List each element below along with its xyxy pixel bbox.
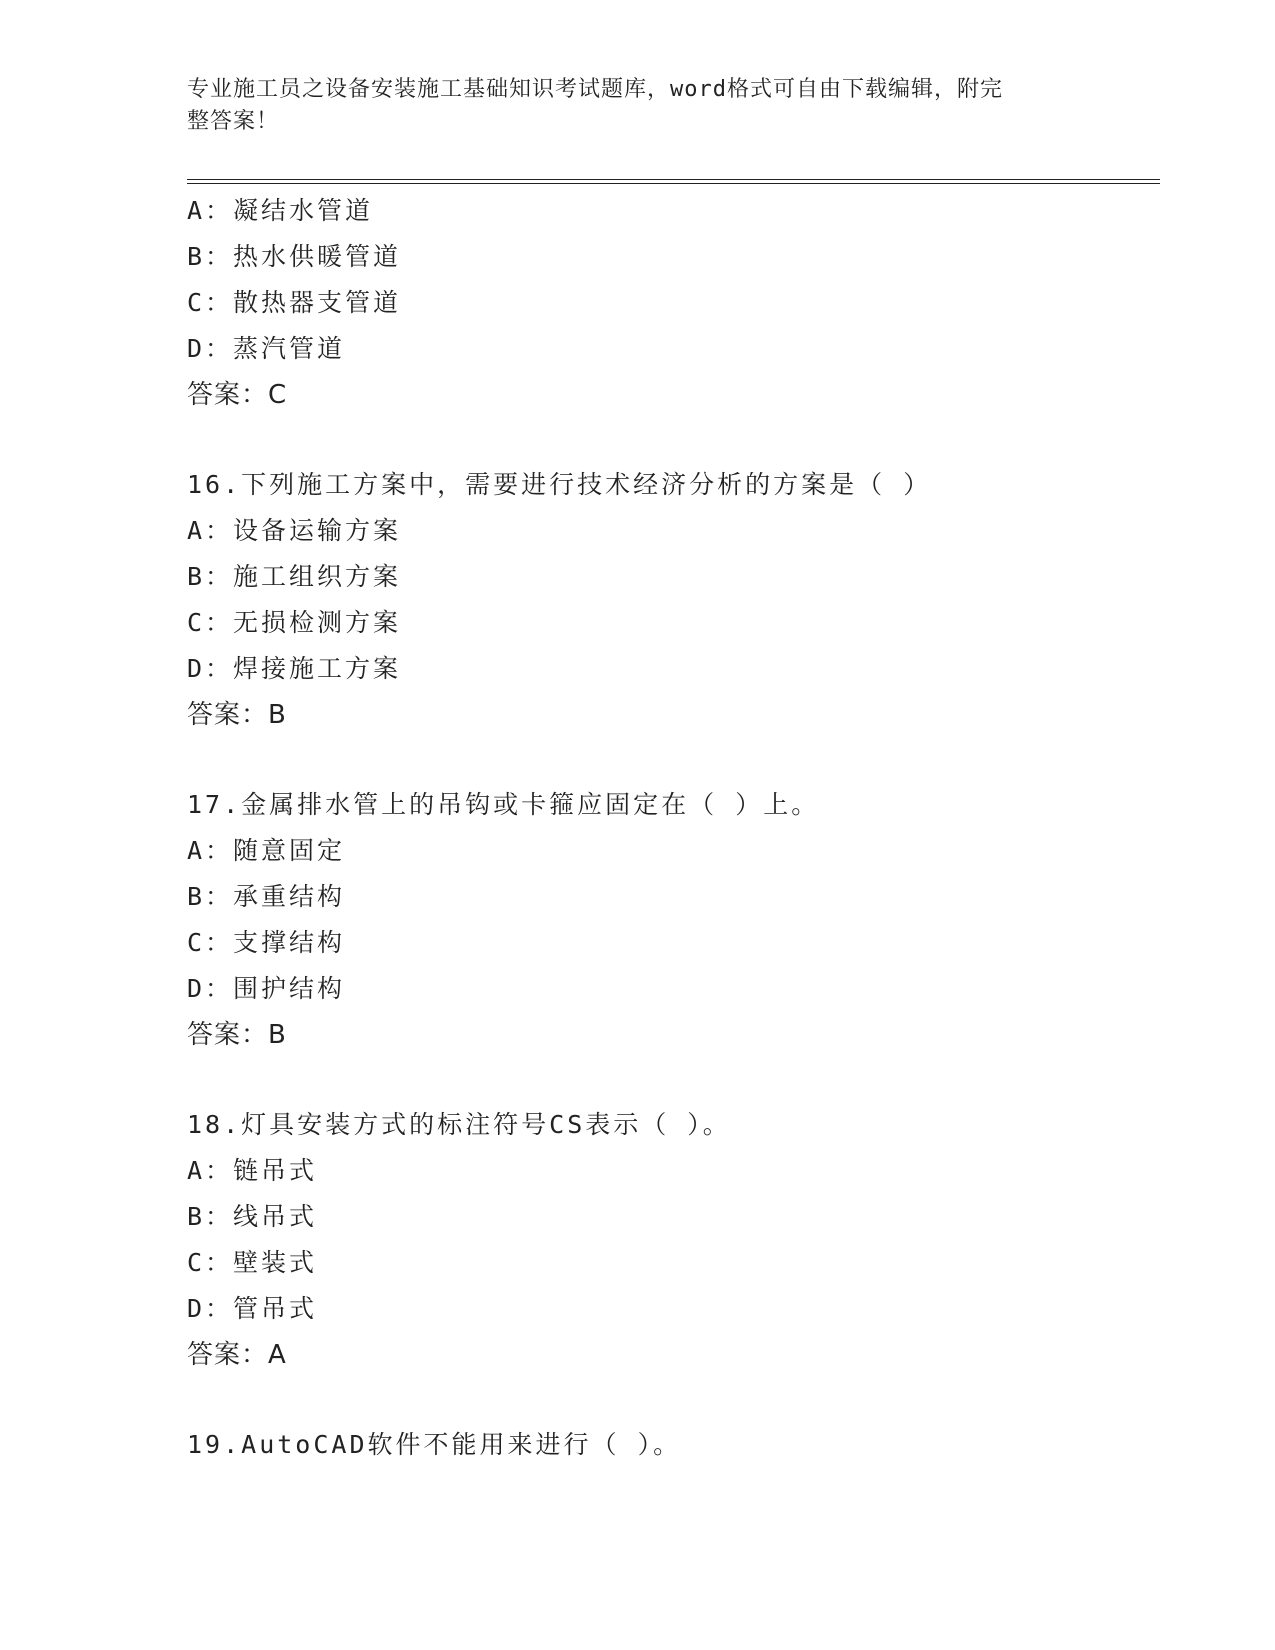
- option-c: C：壁装式: [187, 1248, 318, 1277]
- option-d: D：蒸汽管道: [187, 334, 346, 363]
- answer: 答案：B: [187, 1020, 287, 1050]
- answer: 答案：A: [187, 1340, 287, 1370]
- option-b: B：承重结构: [187, 882, 346, 911]
- spacer: [187, 738, 1167, 782]
- question-list: [187, 188, 1167, 1468]
- option-a: A：链吊式: [187, 1156, 318, 1185]
- question-text: 16.下列施工方案中，需要进行技术经济分析的方案是（ ）: [187, 470, 932, 499]
- question-text: 18.灯具安装方式的标注符号CS表示（ ）。: [187, 1110, 731, 1139]
- question-19: [187, 1422, 1167, 1468]
- header-line-2: 整答案！: [187, 109, 280, 134]
- question-15: [187, 188, 1167, 418]
- option-c: C：散热器支管道: [187, 288, 402, 317]
- spacer: [187, 1378, 1167, 1422]
- question-text: 19.AutoCAD软件不能用来进行（ ）。: [187, 1430, 682, 1459]
- option-d: D：围护结构: [187, 974, 346, 1003]
- header-line-1: 专业施工员之设备安装施工基础知识考试题库，word格式可自由下载编辑，附完: [187, 77, 1003, 102]
- question-18: [187, 1102, 1167, 1378]
- header-divider-top: [187, 179, 1160, 180]
- answer: 答案：B: [187, 700, 287, 730]
- spacer: [187, 418, 1167, 462]
- option-c: C：无损检测方案: [187, 608, 402, 637]
- option-d: D：管吊式: [187, 1294, 318, 1323]
- document-header: [187, 74, 1087, 138]
- spacer: [187, 1058, 1167, 1102]
- option-b: B：热水供暖管道: [187, 242, 402, 271]
- option-b: B：线吊式: [187, 1202, 318, 1231]
- answer: 答案：C: [187, 380, 288, 410]
- option-d: D：焊接施工方案: [187, 654, 402, 683]
- option-a: A：随意固定: [187, 836, 346, 865]
- option-b: B：施工组织方案: [187, 562, 402, 591]
- header-divider-bottom: [187, 183, 1160, 184]
- option-c: C：支撑结构: [187, 928, 346, 957]
- question-text: 17.金属排水管上的吊钩或卡箍应固定在（ ）上。: [187, 790, 820, 819]
- question-17: [187, 782, 1167, 1058]
- question-16: [187, 462, 1167, 738]
- option-a: A：设备运输方案: [187, 516, 402, 545]
- option-a: A：凝结水管道: [187, 196, 374, 225]
